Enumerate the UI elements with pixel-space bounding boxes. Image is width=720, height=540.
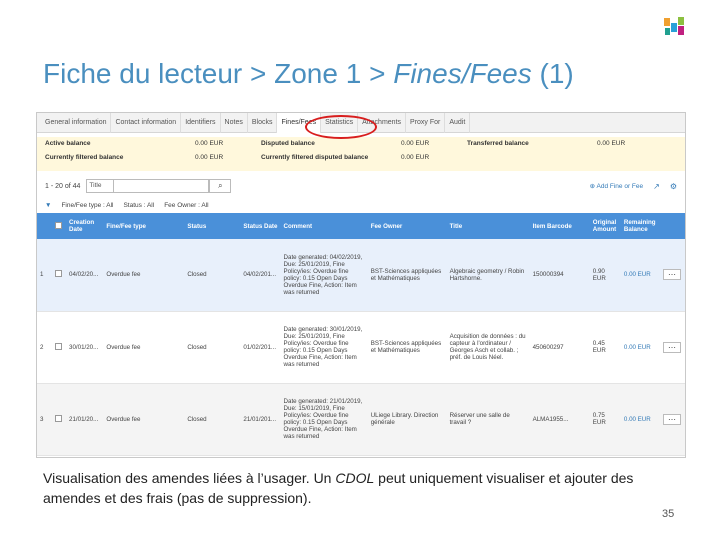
- row-checkbox-cell[interactable]: [52, 311, 67, 383]
- page-number: 35: [662, 508, 675, 520]
- caption-part-2: peut uniquement visualiser et ajouter des amendes et des frais (pas de suppression).: [43, 470, 634, 506]
- uliege-logo-icon: [662, 14, 688, 40]
- col-barcode[interactable]: Item Barcode: [530, 213, 590, 239]
- title: Acquisition de données : du capteur à l'ordinateur / Georges Asch et collab. ; préf. de Louis Néel.: [447, 311, 530, 383]
- comment: Date generated: 30/01/2019, Due: 25/01/2019, Fine Policy/ies: Overdue fine policy: 0.15 Open Days Overdue Fine, Action: Item was returned: [281, 311, 368, 383]
- row-checkbox-cell[interactable]: [52, 383, 67, 455]
- item-barcode: ALMA1955...: [530, 383, 590, 455]
- col-actions: [660, 213, 685, 239]
- tab-general-information[interactable]: General information: [41, 113, 111, 133]
- title-suffix: (1): [531, 58, 574, 89]
- col-remaining-balance[interactable]: Remaining Balance: [621, 213, 660, 239]
- fines-table: [37, 213, 685, 456]
- fee-type: Overdue fee: [103, 383, 184, 455]
- export-icon[interactable]: ↗: [653, 181, 660, 191]
- active-balance-label: Active balance: [45, 140, 91, 147]
- creation-date: 21/01/20...: [66, 383, 103, 455]
- highlight-oval: [305, 115, 377, 139]
- item-barcode: 450600297: [530, 311, 590, 383]
- remaining-balance[interactable]: 0.00 EUR: [621, 383, 660, 455]
- search-input[interactable]: [114, 179, 209, 193]
- col-num: [37, 213, 52, 239]
- fee-type: Overdue fee: [103, 239, 184, 311]
- filter-owner[interactable]: Fee Owner : All: [164, 201, 209, 209]
- status: Closed: [184, 239, 240, 311]
- filter-icon: ▼: [45, 201, 52, 209]
- col-type[interactable]: Fine/Fee type: [103, 213, 184, 239]
- slide-caption: [43, 468, 663, 508]
- col-fee-owner[interactable]: Fee Owner: [368, 213, 447, 239]
- title-italic: Fines/Fees: [393, 58, 532, 89]
- tab-notes[interactable]: Notes: [221, 113, 248, 133]
- comment: Date generated: 04/02/2019, Due: 25/01/2019, Fine Policy/ies: Overdue fine policy: 0.15 Open Days Overdue Fine, Action: Item was returned: [281, 239, 368, 311]
- fee-owner: ULiege Library. Direction générale: [368, 383, 447, 455]
- slide-title: [43, 58, 574, 90]
- search-field-select[interactable]: Title: [86, 179, 114, 193]
- col-status-date[interactable]: Status Date: [240, 213, 280, 239]
- balance-summary: [37, 137, 685, 171]
- disputed-filtered-label: Currently filtered disputed balance: [261, 154, 369, 161]
- disputed-filtered-value: 0.00 EUR: [401, 154, 430, 161]
- row-checkbox[interactable]: [55, 415, 62, 422]
- row-number: 2: [37, 311, 52, 383]
- table-row[interactable]: [37, 239, 685, 311]
- col-comment[interactable]: Comment: [281, 213, 368, 239]
- status: Closed: [184, 383, 240, 455]
- row-number: 1: [37, 239, 52, 311]
- filter-status[interactable]: Status : All: [123, 201, 155, 209]
- filter-type[interactable]: Fine/Fee type : All: [61, 201, 114, 209]
- fee-owner: BST-Sciences appliquées et Mathématiques: [368, 239, 447, 311]
- item-barcode: 150000394: [530, 239, 590, 311]
- range-text: 1 - 20 of 44: [45, 182, 81, 190]
- table-row[interactable]: [37, 311, 685, 383]
- add-fine-label: Add Fine or Fee: [596, 183, 644, 190]
- row-checkbox[interactable]: [55, 270, 62, 277]
- settings-icon[interactable]: ⚙: [669, 181, 677, 191]
- filter-bar: [37, 197, 685, 213]
- row-actions-cell: [660, 383, 685, 455]
- add-fine-button[interactable]: ⊕ Add Fine or Fee: [589, 183, 644, 190]
- fee-type: Overdue fee: [103, 311, 184, 383]
- status: Closed: [184, 311, 240, 383]
- creation-date: 30/01/20...: [66, 311, 103, 383]
- row-actions-button[interactable]: ⋯: [663, 414, 681, 425]
- original-amount: 0.90 EUR: [590, 239, 621, 311]
- col-original-amount[interactable]: Original Amount: [590, 213, 621, 239]
- tab-statistics[interactable]: Statistics: [321, 113, 358, 133]
- table-row[interactable]: [37, 383, 685, 455]
- disputed-balance-label: Disputed balance: [261, 140, 315, 147]
- transferred-balance-value: 0.00 EUR: [597, 140, 626, 147]
- title-prefix: Fiche du lecteur > Zone 1 >: [43, 58, 394, 89]
- caption-italic: CDOL: [335, 470, 375, 486]
- screenshot-panel: [36, 112, 686, 458]
- row-checkbox-cell[interactable]: [52, 239, 67, 311]
- col-title[interactable]: Title: [447, 213, 530, 239]
- tab-attachments[interactable]: Attachments: [358, 113, 406, 133]
- tab-audit[interactable]: Audit: [445, 113, 470, 133]
- status-date: 01/02/201...: [240, 311, 280, 383]
- table-header: [37, 213, 685, 239]
- title: Réserver une salle de travail ?: [447, 383, 530, 455]
- remaining-balance[interactable]: 0.00 EUR: [621, 239, 660, 311]
- comment: Date generated: 21/01/2019, Due: 15/01/2019, Fine Policy/ies: Overdue fine policy: 0.15 Open Days Overdue Fine, Action: Item was returned: [281, 383, 368, 455]
- status-date: 04/02/201...: [240, 239, 280, 311]
- caption-part-1: Visualisation des amendes liées à l’usager. Un: [43, 470, 336, 486]
- row-actions-button[interactable]: ⋯: [663, 342, 681, 353]
- list-toolbar: [37, 175, 685, 197]
- tab-identifiers[interactable]: Identifiers: [181, 113, 220, 133]
- transferred-balance-label: Transferred balance: [467, 140, 529, 147]
- original-amount: 0.45 EUR: [590, 311, 621, 383]
- row-actions-cell: [660, 239, 685, 311]
- row-actions-button[interactable]: ⋯: [663, 269, 681, 280]
- remaining-balance[interactable]: 0.00 EUR: [621, 311, 660, 383]
- tab-fines-fees[interactable]: Fines/Fees: [277, 113, 321, 133]
- original-amount: 0.75 EUR: [590, 383, 621, 455]
- active-balance-value: 0.00 EUR: [195, 140, 224, 147]
- tab-contact-information[interactable]: Contact information: [111, 113, 181, 133]
- filtered-balance-label: Currently filtered balance: [45, 154, 124, 161]
- row-actions-cell: [660, 311, 685, 383]
- row-number: 3: [37, 383, 52, 455]
- col-select[interactable]: [52, 213, 67, 239]
- col-status[interactable]: Status: [184, 213, 240, 239]
- row-checkbox[interactable]: [55, 343, 62, 350]
- tab-proxy-for[interactable]: Proxy For: [406, 113, 445, 133]
- search-icon[interactable]: ⌕: [209, 179, 231, 193]
- filtered-balance-value: 0.00 EUR: [195, 154, 224, 161]
- col-creation-date[interactable]: Creation Date: [66, 213, 103, 239]
- disputed-balance-value: 0.00 EUR: [401, 140, 430, 147]
- fee-owner: BST-Sciences appliquées et Mathématiques: [368, 311, 447, 383]
- title: Algebraic geometry / Robin Hartshorne.: [447, 239, 530, 311]
- select-all-checkbox[interactable]: [55, 222, 62, 229]
- status-date: 21/01/201...: [240, 383, 280, 455]
- creation-date: 04/02/20...: [66, 239, 103, 311]
- tab-blocks[interactable]: Blocks: [248, 113, 278, 133]
